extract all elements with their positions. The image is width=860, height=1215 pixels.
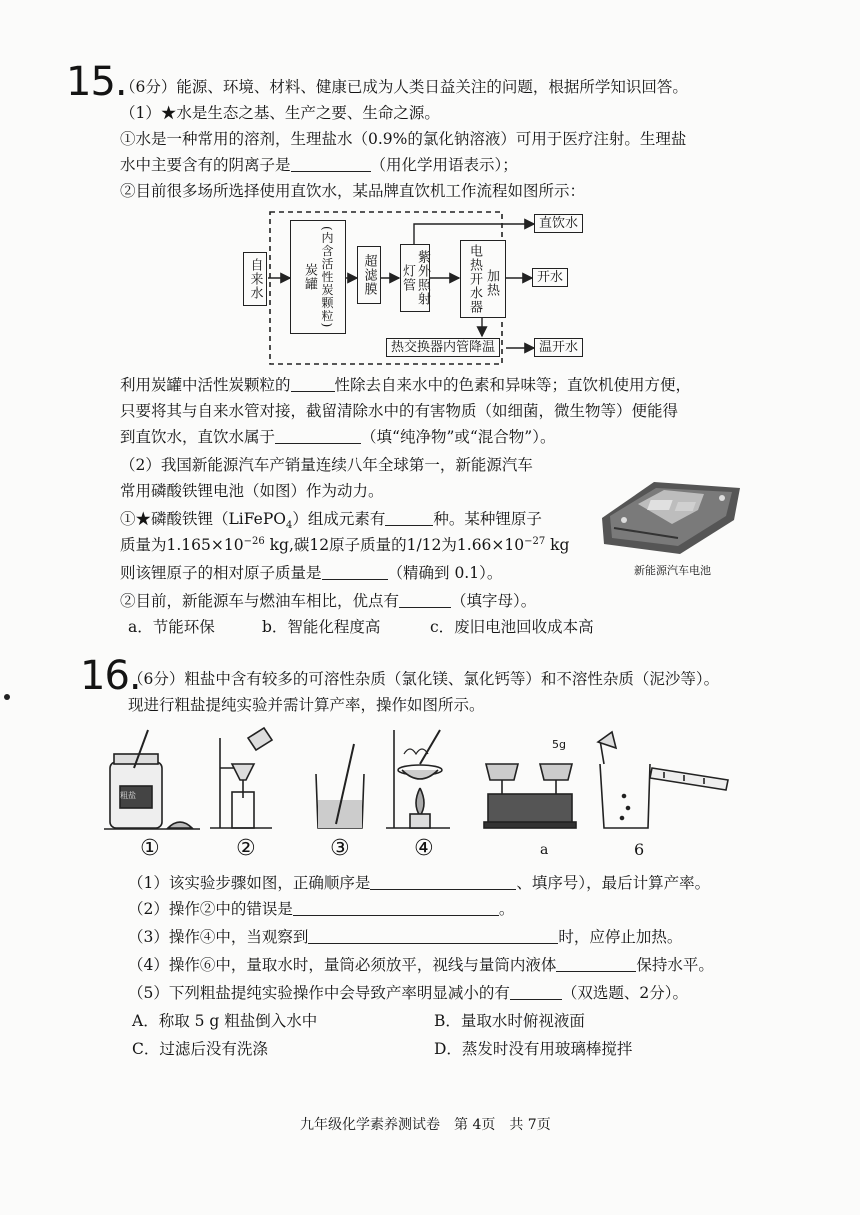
figure-label-5: a: [540, 842, 549, 858]
q16-step4: [128, 954, 714, 976]
figure-label-2: ②: [236, 836, 256, 861]
text: （精确到 0.1）。: [387, 564, 503, 582]
uv-lamp-box: [400, 244, 430, 312]
battery-caption: 新能源汽车电池: [634, 564, 711, 577]
question-15-intro: （6分）能源、环境、材料、健康已成为人类日益关注的问题，根据所学知识回答。: [120, 78, 688, 96]
question-16-intro-line1: （6分）粗盐中含有较多的可溶性杂质（氯化镁、氯化钙等）和不溶性杂质（泥沙等）。: [128, 670, 720, 688]
evaporate-apparatus: [386, 730, 450, 828]
source-box: [243, 252, 267, 306]
text: 到直饮水，直饮水属于: [120, 428, 276, 446]
q16-option-b: B．量取水时俯视液面: [434, 1012, 585, 1030]
text: 。: [498, 900, 515, 918]
battery-image: [594, 458, 744, 558]
text: 、填序号），最后计算产率。: [516, 874, 711, 892]
answer-blank[interactable]: [370, 873, 516, 890]
text: （2）操作②中的错误是: [128, 900, 293, 918]
q15-part1-title: （1）★水是生态之基、生产之要、生命之源。: [120, 104, 440, 122]
answer-blank[interactable]: [385, 509, 433, 526]
q15-part2-line2: 常用磷酸铁锂电池（如图）作为动力。: [120, 482, 384, 500]
q16-option-a: A．称取 5 g 粗盐倒入水中: [132, 1012, 318, 1030]
text: 种。某种锂原子: [433, 510, 542, 528]
heat-label: 加热: [484, 269, 499, 297]
figure-label-4: ④: [414, 836, 434, 861]
warm-water-output: 温开水: [534, 338, 583, 357]
q15-part2-item1: [120, 508, 542, 530]
text: 利用炭罐中活性炭颗粒的: [120, 376, 291, 394]
q15-part2-item2: [120, 590, 536, 612]
page-footer: 九年级化学素养测试卷 第 4页 共 7页: [300, 1117, 551, 1133]
ultrafiltration-box: [357, 246, 381, 304]
balance-weight-label: 5g: [552, 738, 566, 751]
answer-blank[interactable]: [556, 955, 636, 972]
q15-part1-text2: 只要将其与自来水管对接，截留清除水中的有害物质（如细菌，微生物等）便能得: [120, 402, 679, 420]
question-16-number: 16.: [80, 653, 141, 699]
q15-part2-line1: （2）我国新能源汽车产销量连续八年全球第一，新能源汽车: [120, 456, 533, 474]
battery-illustration: [594, 458, 744, 558]
q15-part1-item1-line2: [120, 154, 518, 176]
text: ）组成元素有: [292, 510, 386, 528]
answer-blank[interactable]: [510, 983, 562, 1000]
question-15-number: 15.: [66, 59, 127, 105]
q15-part2-relative-mass: [120, 562, 502, 584]
carbon-note: (内含活性炭颗粒): [320, 225, 334, 329]
q16-step5: [128, 982, 688, 1004]
text: ②目前，新能源车与燃油车相比，优点有: [120, 592, 400, 610]
text: （3）操作④中，当观察到: [128, 928, 309, 946]
answer-blank[interactable]: [275, 427, 361, 444]
text: 水中主要含有的阴离子是: [120, 156, 291, 174]
text: ①★磷酸铁锂（LiFePO: [120, 510, 286, 528]
superscript: −26: [243, 535, 265, 547]
figure-label-1: ①: [140, 836, 160, 861]
question-16-intro-line2: 现进行粗盐提纯实验并需计算产率，操作如图所示。: [128, 696, 485, 714]
text: 保持水平。: [636, 956, 714, 974]
text: （5）下列粗盐提纯实验操作中会导致产率明显减小的有: [128, 984, 510, 1002]
dissolve-apparatus: [316, 744, 364, 828]
q16-option-c: C．过滤后没有洗涤: [132, 1040, 268, 1058]
answer-blank[interactable]: [399, 591, 451, 608]
text: kg,碳12原子质量的1/12为1.66×10: [264, 536, 525, 554]
q15-option-c: c．废旧电池回收成本高: [430, 618, 594, 636]
jar-label: 粗盐: [120, 791, 136, 800]
q15-part1-text3: [120, 426, 555, 448]
text: 时，应停止加热。: [558, 928, 683, 946]
boiled-water-output: 开水: [532, 268, 568, 287]
q16-step1: [128, 872, 710, 894]
q15-part2-mass: [120, 534, 569, 556]
uf-label: 超滤膜: [361, 254, 377, 296]
carbon-tank-box: [290, 220, 346, 334]
source-label: 自来水: [247, 258, 263, 300]
uv-label: 紫外照射灯管: [400, 250, 430, 306]
answer-blank[interactable]: [291, 155, 371, 172]
q15-option-a: a．节能环保: [128, 618, 215, 636]
text: 质量为1.165×10: [120, 536, 244, 554]
q15-option-b: b．智能化程度高: [262, 618, 381, 636]
subscript: 4: [285, 520, 293, 532]
superscript: −27: [524, 535, 546, 547]
q16-option-d: D．蒸发时没有用玻璃棒搅拌: [434, 1040, 633, 1058]
answer-blank[interactable]: [291, 375, 335, 392]
heater-box: [460, 240, 506, 318]
answer-blank[interactable]: [322, 563, 388, 580]
heater-label: 电热开水器: [467, 244, 482, 314]
text: （4）操作⑥中，量取水时，量筒必须放平，视线与量筒内液体: [128, 956, 557, 974]
figure-label-6: 6: [634, 840, 645, 859]
text: 性除去自来水中的色素和异味等；直饮机使用方便，: [334, 376, 692, 394]
text: kg: [545, 536, 570, 554]
text: （1）该实验步骤如图，正确顺序是: [128, 874, 371, 892]
answer-blank[interactable]: [293, 899, 499, 916]
q15-part1-item1-line1: ①水是一种常用的溶剂，生理盐水（0.9%的氯化钠溶液）可用于医疗注射。生理盐: [120, 130, 687, 148]
text: （填“纯净物”或“混合物”）。: [361, 428, 556, 446]
q16-step3: [128, 926, 682, 948]
filter-apparatus: [210, 728, 272, 828]
figure-label-3: ③: [330, 836, 350, 861]
measure-apparatus: [598, 732, 728, 828]
q15-part1-text1: [120, 374, 691, 396]
heat-exchanger-box: 热交换器内管降温: [386, 338, 500, 357]
direct-water-output: 直饮水: [534, 214, 583, 233]
q15-part1-item2: ②目前很多场所选择使用直饮水，某品牌直饮机工作流程如图所示：: [120, 182, 586, 200]
water-flow-diagram: [240, 206, 600, 366]
text: （填字母）。: [451, 592, 537, 610]
balance-apparatus: [484, 764, 576, 828]
margin-dot: [4, 694, 10, 700]
carbon-label: 炭罐: [302, 263, 317, 291]
apparatus-drawings: [104, 724, 744, 834]
jar-apparatus: [104, 730, 200, 829]
answer-blank[interactable]: [308, 927, 558, 944]
experiment-illustrations: [104, 724, 744, 834]
text: （用化学用语表示）；: [370, 156, 518, 174]
text: （双选题、2分）。: [561, 984, 688, 1002]
text: 则该锂原子的相对原子质量是: [120, 564, 322, 582]
q16-step2: [128, 898, 514, 920]
